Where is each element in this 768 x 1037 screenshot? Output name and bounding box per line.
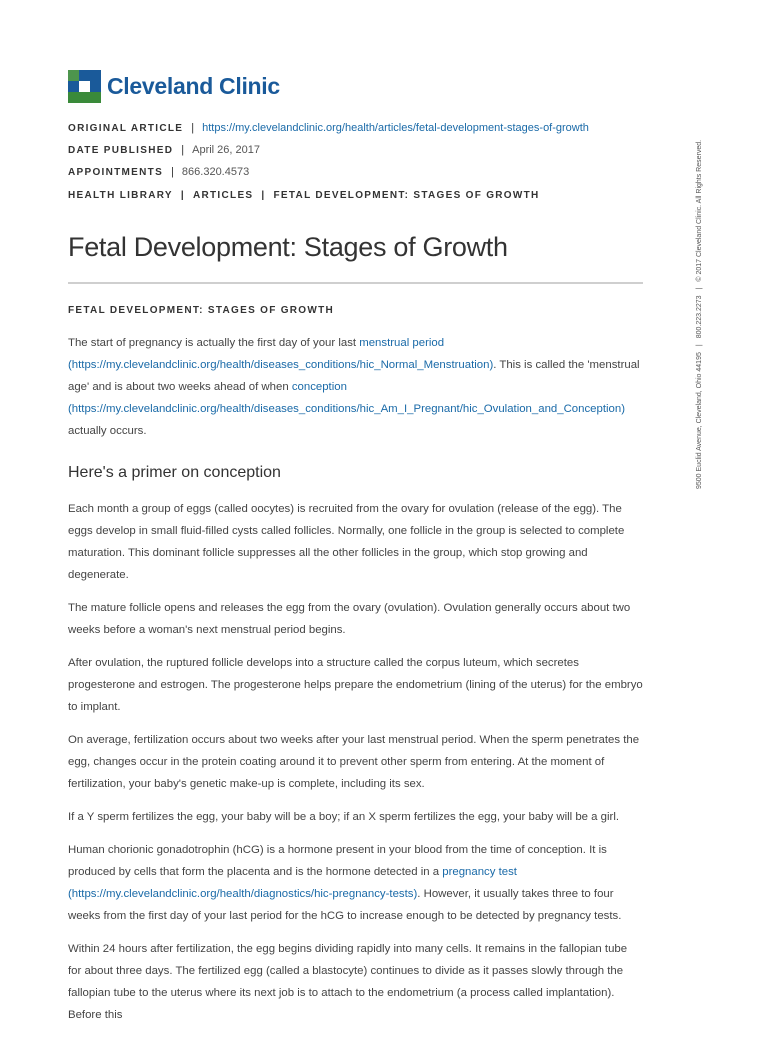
paragraph: Within 24 hours after fertilization, the egg begins dividing rapidly into many cells. It remains in the fallopian tube for about three days. The fertilized egg (called a blastocyte) continues to divide as it passes slowly through the fallopian tube to the uterus where its next job is to attach to the endometrium (a process called implantation). Before this bbox=[68, 943, 628, 1021]
paragraph: Each month a group of eggs (called oocytes) is recruited from the ovary for ovulation (release of the egg). The eggs develop in small fluid-filled cysts called follicles. Normally, one follicle in the group is selected to complete maturation. This dominant follicle suppresses all the other follicles in the group, which stop growing and degenerate. bbox=[68, 503, 625, 581]
paragraph: After ovulation, the ruptured follicle develops into a structure called the corpus luteum, which secretes progesterone and estrogen. The progesterone helps prepare the endometrium (lining of the uterus) for the embryo to implant. bbox=[68, 657, 643, 713]
date-published-label: DATE PUBLISHED bbox=[68, 145, 174, 156]
menstrual-period-link[interactable]: menstrual period (https://my.clevelandclinic.org/health/diseases_conditions/hic_Normal_Menstruation) bbox=[68, 337, 494, 371]
paragraph-hcg: Human chorionic gonadotrophin (hCG) is a hormone present in your blood from the time of conception. It is produced by cells that form the placenta and is the hormone detected in a pregnancy test (https://my.clevelandclinic.org/health/diagnostics/hic-pregnancy-tests). However, it usually takes three to four weeks from the first day of your last period for the hCG to increase enough to be detected by pregnancy tests. bbox=[68, 844, 622, 922]
page-title: Fetal Development: Stages of Growth bbox=[68, 232, 508, 262]
date-published-row: DATE PUBLISHED | April 26, 2017 bbox=[68, 144, 260, 156]
date-published-value: April 26, 2017 bbox=[192, 144, 260, 156]
appointments-row: APPOINTMENTS | 866.320.4573 bbox=[68, 166, 250, 178]
breadcrumb-articles[interactable]: ARTICLES bbox=[192, 190, 254, 201]
paragraph: The mature follicle opens and releases the egg from the ovary (ovulation). Ovulation generally occurs about two weeks before a woman's next menstrual period begins. bbox=[68, 602, 631, 636]
paragraph-intro: The start of pregnancy is actually the first day of your last menstrual period (https://my.clevelandclinic.org/health/diseases_conditions/hic_Normal_Menstruation). This is called the 'menstrual age' and is about two weeks ahead of when conception (https://my.clevelandclinic.org/health/diseases_conditions/hic_Am_I_Pregnant/hic_Ovulation_and_Conception) actually occurs. bbox=[68, 337, 640, 437]
breadcrumb-current: FETAL DEVELOPMENT: STAGES OF GROWTH bbox=[273, 190, 540, 201]
appointments-label: APPOINTMENTS bbox=[68, 167, 164, 178]
paragraph: On average, fertilization occurs about two weeks after your last menstrual period. When the sperm penetrates the egg, changes occur in the protein coating around it to prevent other sperm from entering. At the moment of fertilization, your baby's genetic make-up is complete, including its sex. bbox=[68, 734, 640, 790]
appointments-phone[interactable]: 866.320.4573 bbox=[181, 166, 250, 178]
original-article-row: ORIGINAL ARTICLE | https://my.clevelandclinic.org/health/articles/fetal-development-stages-of-growth bbox=[68, 122, 589, 134]
conception-primer-heading: Here's a primer on conception bbox=[68, 464, 281, 481]
brand-name: Cleveland Clinic bbox=[107, 73, 280, 99]
article-body bbox=[68, 332, 643, 1037]
breadcrumb-health-library[interactable]: HEALTH LIBRARY bbox=[68, 190, 173, 201]
original-article-label: ORIGINAL ARTICLE bbox=[68, 123, 184, 134]
section-subhead: FETAL DEVELOPMENT: STAGES OF GROWTH bbox=[68, 305, 335, 316]
address: 9500 Euclid Avenue, Cleveland, Ohio 44195 bbox=[696, 352, 703, 489]
paragraph: If a Y sperm fertilizes the egg, your baby will be a boy; if an X sperm fertilizes the egg, your baby will be a girl. bbox=[68, 811, 620, 823]
original-article-link[interactable]: https://my.clevelandclinic.org/health/articles/fetal-development-stages-of-growth bbox=[202, 122, 589, 134]
copyright: © 2017 Cleveland Clinic. All Rights Reserved. bbox=[696, 139, 703, 282]
conception-link[interactable]: conception (https://my.clevelandclinic.org/health/diseases_conditions/hic_Am_I_Pregnant/hic_Ovulation_and_Conception) bbox=[68, 381, 625, 415]
side-footer: 9500 Euclid Avenue, Cleveland, Ohio 44195|800.223.2273|© 2017 Cleveland Clinic. All Rights Reserved. bbox=[696, 139, 703, 489]
side-phone: 800.223.2273 bbox=[696, 295, 703, 339]
title-divider bbox=[68, 282, 643, 284]
cleveland-clinic-cross-icon bbox=[68, 70, 101, 103]
cleveland-clinic-logo[interactable] bbox=[68, 70, 280, 103]
pregnancy-test-link[interactable]: pregnancy test (https://my.clevelandclinic.org/health/diagnostics/hic-pregnancy-tests) bbox=[68, 866, 517, 900]
breadcrumb: HEALTH LIBRARY | ARTICLES | FETAL DEVELOPMENT: STAGES OF GROWTH bbox=[68, 190, 540, 201]
